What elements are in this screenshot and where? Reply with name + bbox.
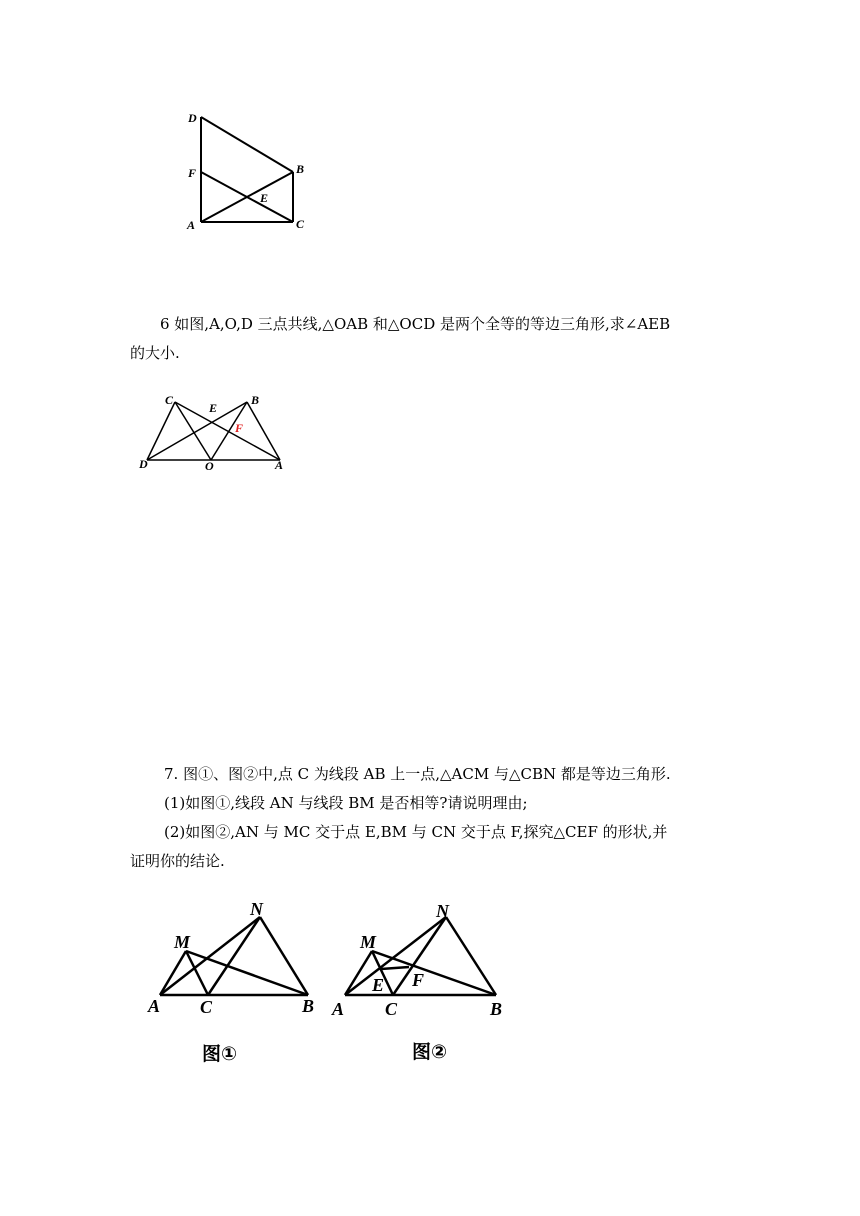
question-6-line-2: 的大小. (130, 344, 180, 362)
fig2-label-B: B (490, 999, 503, 1019)
figure-2-diagram (135, 390, 295, 475)
fig1-segment-CN (208, 917, 260, 995)
label-D: D (188, 111, 197, 125)
fig2-label-A: A (332, 999, 345, 1019)
fig2-segment-EF (381, 967, 409, 969)
label-B: B (251, 393, 260, 407)
fig1-caption: 图① (202, 1043, 238, 1065)
fig1-segment-NB (260, 917, 308, 995)
label-D: D (139, 457, 148, 471)
fig1-label-M: M (174, 932, 191, 952)
fig1-label-N: N (250, 899, 263, 919)
fig2-segment-AM (345, 951, 372, 995)
label-A: A (187, 218, 196, 232)
question-7-line-2: (1)如图①,线段 AN 与线段 BM 是否相等?请说明理由; (164, 794, 528, 812)
fig2-label-M: M (360, 932, 377, 952)
fig1-segment-AN (160, 917, 260, 995)
question-6-line-1: 6 如图,A,O,D 三点共线,△OAB 和△OCD 是两个全等的等边三角形,求∠AEB (160, 315, 671, 333)
fig2-segment-NB (446, 917, 496, 995)
label-F: F (235, 421, 244, 435)
question-7-line-3: (2)如图②,AN 与 MC 交于点 E,BM 与 CN 交于点 F,探究△CEF 的形状,并 (164, 823, 668, 841)
fig2-label-C: C (385, 999, 398, 1019)
label-B: B (296, 162, 305, 176)
label-F: F (188, 166, 197, 180)
fig1-label-B: B (302, 996, 315, 1016)
fig1-label-A: A (148, 996, 161, 1016)
label-E: E (209, 401, 218, 415)
fig1-label-C: C (200, 997, 213, 1017)
question-7 (130, 760, 730, 876)
fig2-segment-AN (345, 917, 446, 995)
segment-DB (147, 402, 247, 460)
label-E: E (260, 191, 269, 205)
figure-1-diagram (180, 105, 320, 235)
figure-3-diagram (140, 895, 510, 1070)
segment-CO (175, 402, 211, 460)
fig2-caption: 图② (412, 1041, 448, 1063)
label-C: C (165, 393, 174, 407)
label-C: C (296, 217, 305, 231)
fig2-label-N: N (436, 901, 449, 921)
fig1-diagram (160, 917, 308, 995)
question-7-line-1: 7. 图①、图②中,点 C 为线段 AB 上一点,△ACM 与△CBN 都是等边三角形. (164, 765, 671, 783)
label-O: O (205, 459, 214, 473)
fig2-label-F: F (412, 970, 425, 990)
label-A: A (275, 458, 284, 472)
fig1-segment-AM (160, 951, 186, 995)
question-6 (130, 310, 730, 368)
question-7-line-4: 证明你的结论. (130, 852, 225, 870)
fig2-label-E: E (372, 975, 385, 995)
segment-DB (201, 117, 293, 172)
